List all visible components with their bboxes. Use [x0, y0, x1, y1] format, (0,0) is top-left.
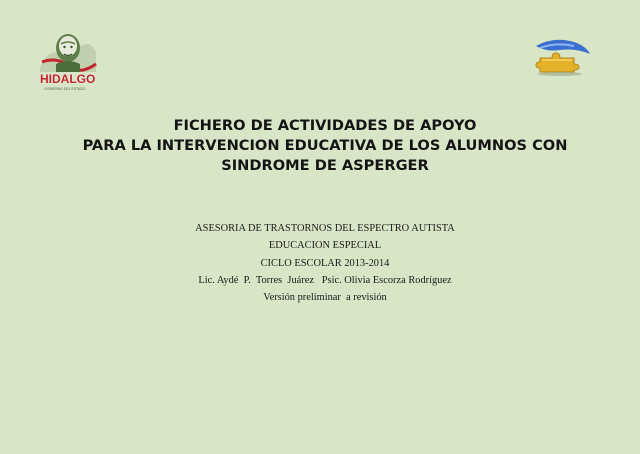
info-school-cycle: CICLO ESCOLAR 2013-2014: [260, 257, 390, 269]
hidalgo-logo: [36, 28, 104, 94]
puzzle-piece-logo-icon: [530, 34, 594, 76]
info-department: ASESORIA DE TRASTORNOS DEL ESPECTRO AUTISTA: [195, 223, 455, 234]
title-line-2: PARA LA INTERVENCION EDUCATIVA DE LOS ALUMNOS CON: [82, 137, 568, 154]
title-line-1: FICHERO DE ACTIVIDADES DE APOYO: [173, 117, 477, 134]
info-authors: Lic. Aydé P. Torres Juárez Psic. Olivia Escorza Rodríguez: [198, 274, 452, 286]
title-line-3: SINDROME DE ASPERGER: [221, 157, 429, 174]
hidalgo-logo-name: HIDALGO: [40, 72, 96, 86]
info-version: Versión preliminar a revisión: [263, 292, 387, 304]
document-info: [100, 220, 550, 306]
hidalgo-logo-tagline: GOBIERNO DEL ESTADO: [44, 87, 86, 91]
info-area: EDUCACION ESPECIAL: [268, 240, 382, 252]
document-title: [40, 116, 610, 176]
